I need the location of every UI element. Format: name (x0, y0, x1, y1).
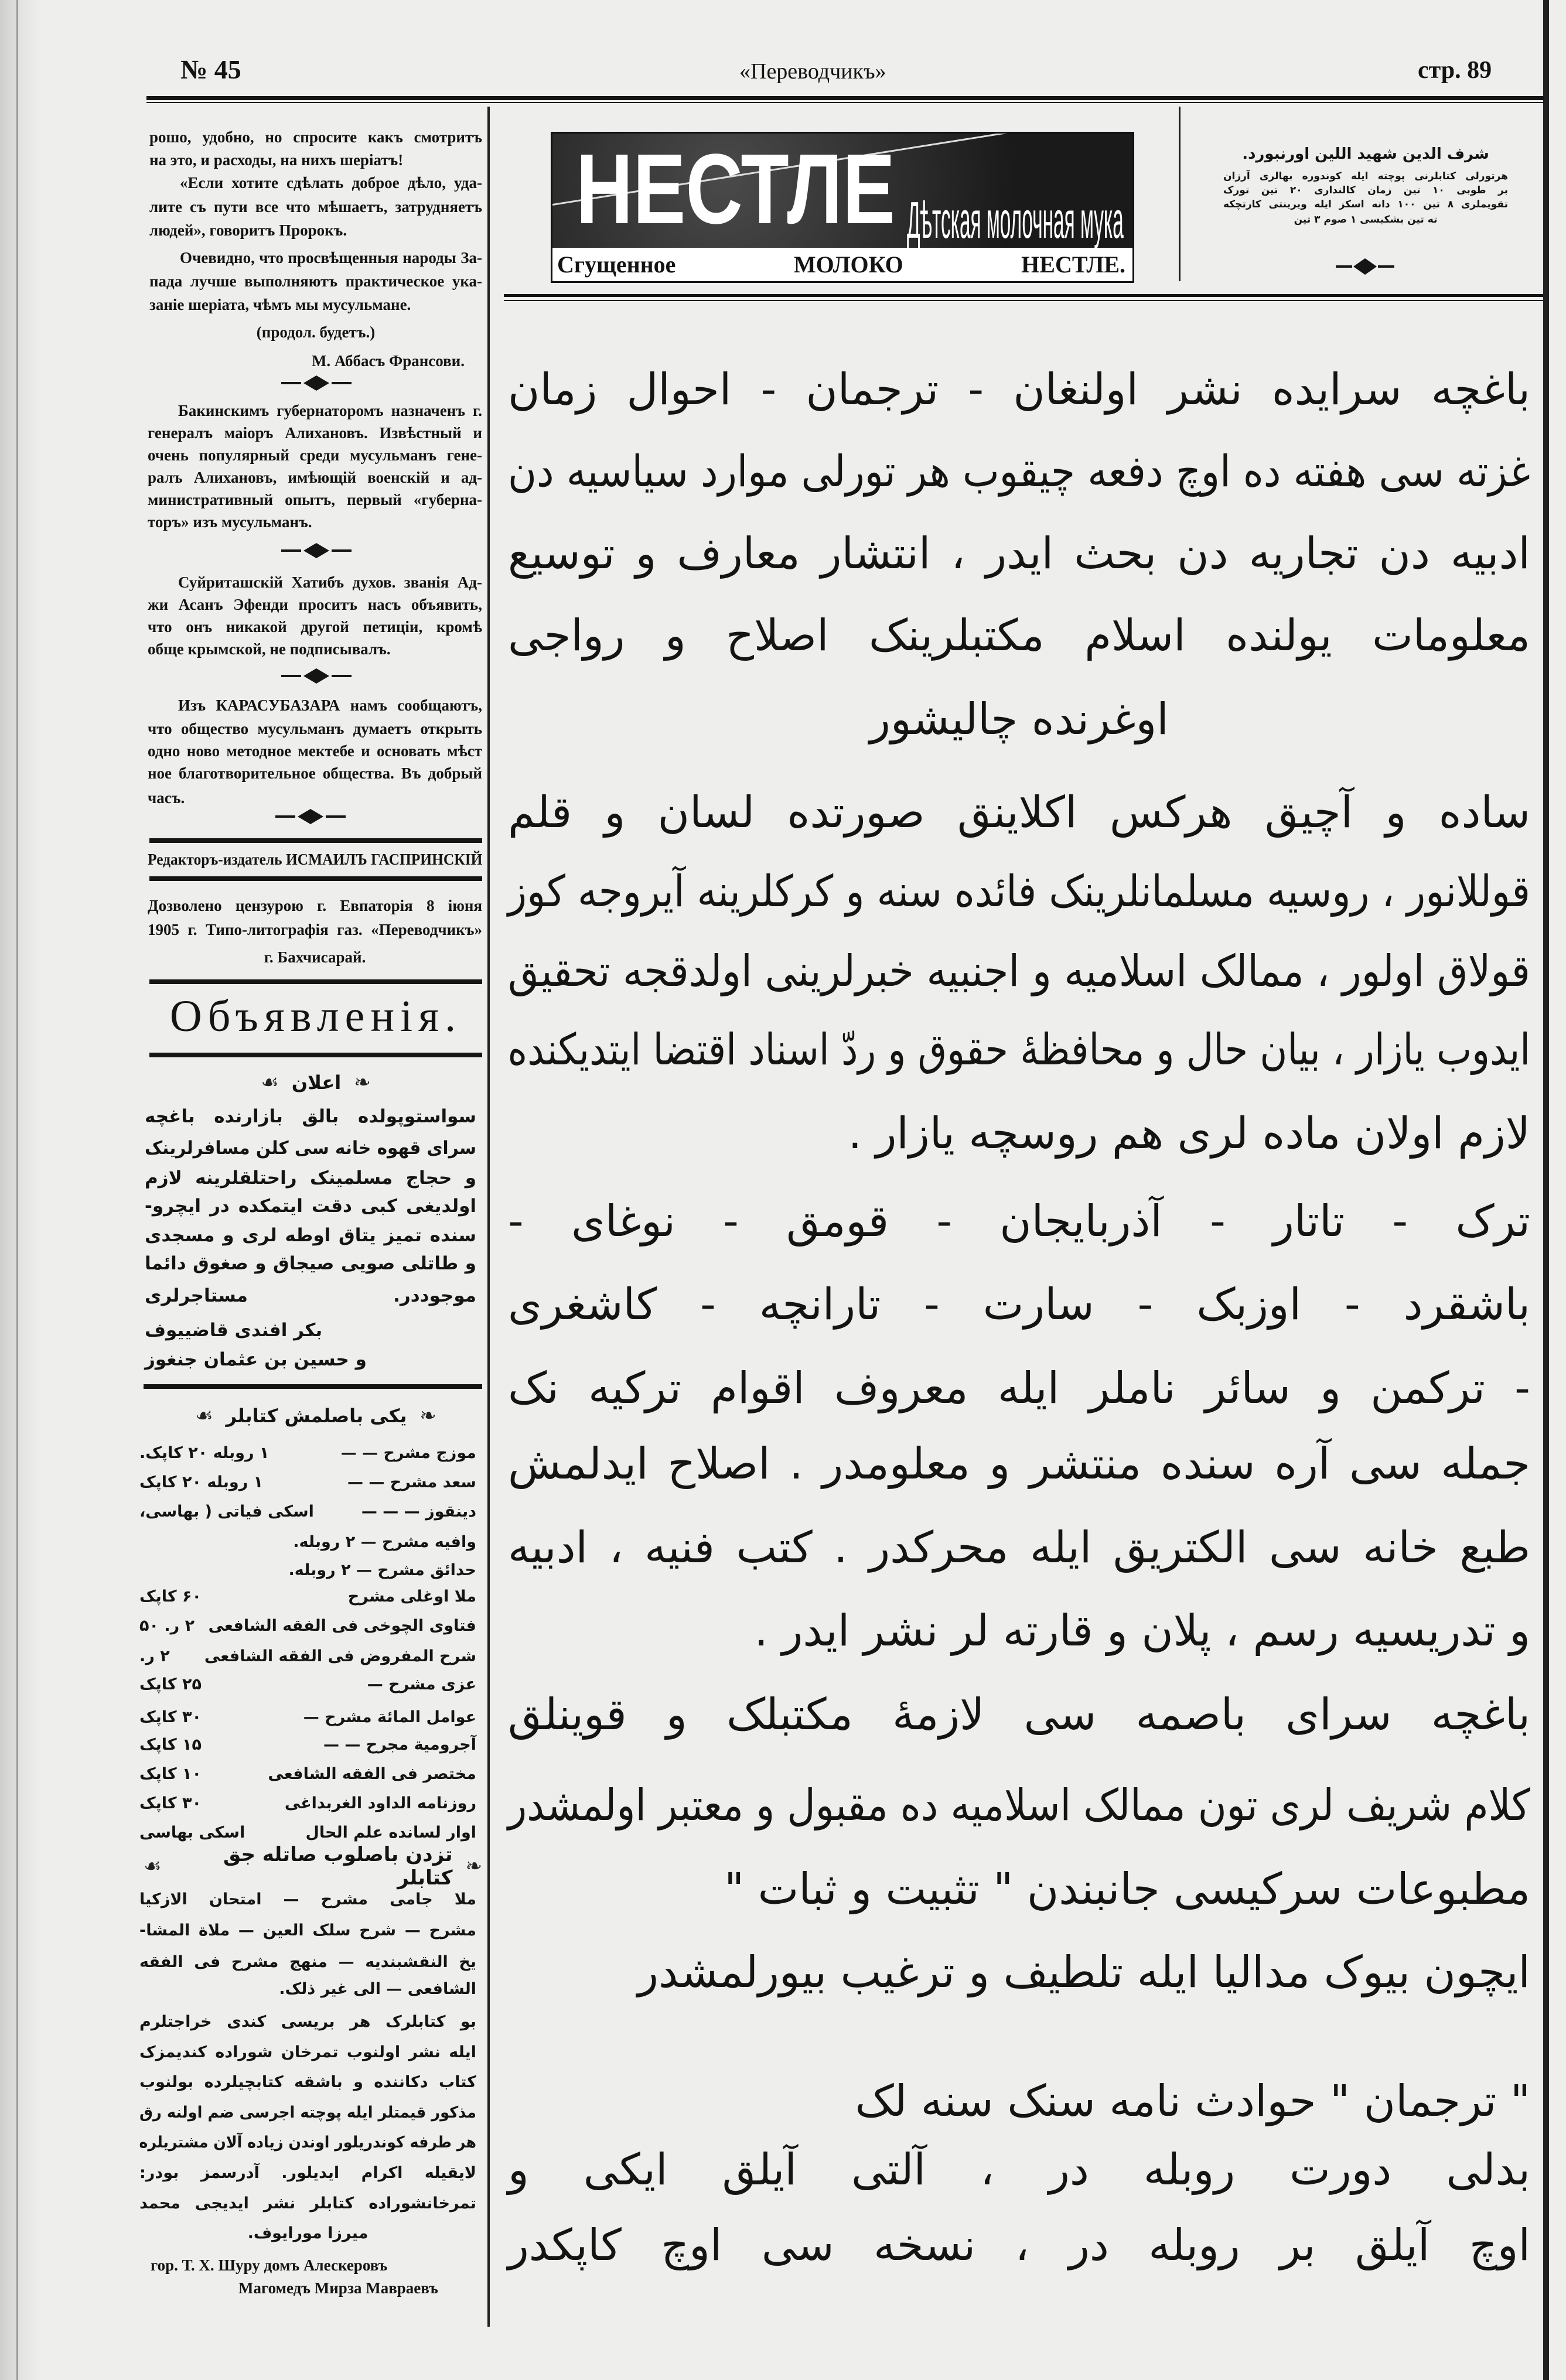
header-rule (146, 96, 1544, 100)
news-khatib-line: что онъ никакой другой петиціи, кромѣ (148, 618, 482, 636)
ad-hotel-heading-text: اعلان (291, 1071, 342, 1094)
diamond-separator-icon (281, 667, 352, 685)
page-binding-margin (0, 0, 41, 2380)
news-baku-line: очень популярный среди мусульманъ гене- (148, 446, 482, 464)
nestle-footer: Сгущенное МОЛОКО НЕСТЛЕ. (557, 251, 1125, 278)
diamond-separator-icon (1330, 258, 1400, 275)
ad-books-heading2-text: تزدن باصلوب صاتله جق کتابلر (223, 1843, 453, 1890)
ad-notice-line: میرزا مورایوف. (247, 2224, 369, 2242)
book-title: اوار لسانده علم الحال (305, 1824, 476, 1842)
terjuman-ad-line: طبع خانه سی الکتریق ایله محرکدر . کتب فنیه ، ادبیه (508, 1522, 1530, 1573)
book-title: ملا اوغلی مشرح (347, 1587, 476, 1606)
newspaper-title: «Переводчикъ» (739, 59, 886, 84)
book-title: عوامل المائة مشرح — (303, 1708, 476, 1726)
news-karasubazar-line: Изъ КАРАСУБАЗАРА намъ сообщаютъ, (178, 696, 482, 714)
news-karasubazar-line: одно ново методное мектебе и основать мѣст (148, 742, 482, 760)
ad-notice-line: هر طرفه کوندریلور اوندن زیاده آلان مشتریلره (139, 2133, 476, 2152)
diamond-separator-icon (281, 374, 352, 392)
article-line: лите съ пути все что мѣшаетъ, затрудняетъ (149, 198, 482, 216)
censor-line: 1905 г. Типо-литографія газ. «Переводчикъ» (148, 921, 482, 938)
book-price: ۱ روبله ۲۰ کاپک (139, 1473, 264, 1491)
ad-notice-line: بو کتابلرک هر بریسی کندی خراجتلرم (139, 2013, 476, 2031)
terjuman-ad-line: کلام شریف لری تون ممالک اسلامیه ده مقبول و معتبر اولمشدر (508, 1780, 1530, 1831)
news-karasubazar-line: часъ. (148, 789, 185, 807)
news-karasubazar-line: что общество мусульманъ думаетъ открыть (148, 720, 482, 737)
book-title: وافیه مشرح — ۲ روبله. (293, 1533, 476, 1551)
ad-hotel-line: و حسین بن عثمان جنغوز (145, 1349, 367, 1370)
terjuman-ad-line: مطبوعات سرکیسی جانبندن " تثبیت و ثبات " (724, 1864, 1530, 1914)
fleuron-ornament-icon: ☙ (144, 1855, 162, 1878)
terjuman-ad-line: باغچه سرای باصمه سی لازمهٔ مکتبلک و قوینلق (508, 1689, 1530, 1740)
issue-number: № 45 (180, 54, 241, 84)
book-price-row (139, 1585, 476, 1609)
nestle-advertisement (551, 132, 1134, 283)
fleuron-ornament-icon: ☙ (261, 1071, 279, 1094)
terjuman-ad-line: " ترجمان " حوادث نامه سنک سنه لک (855, 2076, 1530, 2126)
orenburg-ad-title: شرف الدین شهید اللین اورنبورد. (1242, 145, 1489, 163)
terjuman-ad-line: باشقرد - اوزبک - سارت - تارانچه - کاشغری (508, 1279, 1530, 1330)
section-rule (149, 876, 482, 881)
terjuman-ad-line: و تدریسیه رسم ، پلان و قارته لر نشر ایدر . (754, 1606, 1530, 1656)
news-khatib-line: жи Асанъ Эфенди проситъ насъ объявить, (148, 596, 482, 613)
news-khatib-line: Суйриташскій Хатибъ духов. званія Ад- (178, 573, 482, 591)
diamond-separator-icon (281, 542, 352, 559)
book-price: ۱۰ کاپک (139, 1765, 202, 1783)
terjuman-ad-line: غزته سی هفته ده اوچ دفعه چیقوب هر تورلی موارد سیاسیه دن (508, 446, 1530, 497)
news-baku-line: Бакинскимъ губернаторомъ назначенъ г. (178, 402, 482, 419)
terjuman-ad-line: ایدوب یازار ، بیان حال و محافظهٔ حقوق و ردّ اسناد اقتضا ایتدیکنده (507, 1025, 1531, 1075)
terjuman-ad-line: جمله سی آره سنده منتشر و معلومدر . اصلاح ایدلمش (508, 1439, 1530, 1489)
article-line: на это, и расходы, на нихъ шеріатъ! (149, 151, 404, 169)
terjuman-ad-line: معلومات یولنده اسلام مکتبلرینک اصلاح و رواجی (508, 610, 1530, 661)
ad-hotel-line: و طاتلی صویی صیجاق و صغوق دائما (145, 1253, 476, 1274)
ad-books-heading2 (144, 1843, 482, 1890)
censor-line: Дозволено цензурою г. Евпаторія 8 іюня (148, 897, 482, 914)
fleuron-ornament-icon: ❧ (465, 1855, 482, 1878)
address-line: Магомедъ Мирза Мавраевъ (238, 2279, 438, 2297)
book-price-row (139, 1821, 476, 1845)
book-price-row (139, 1470, 476, 1495)
terjuman-ad-line: لازم اولان ماده لری هم روسچه یازار . (848, 1108, 1530, 1159)
book-price: ۱ روبله ۲۰ کاپک. (139, 1444, 269, 1462)
header-rule-thin (146, 102, 1544, 103)
news-baku-line: торъ» изъ мусульманъ. (148, 513, 312, 531)
news-khatib-line: обще крымской, не подписывалъ. (148, 640, 391, 658)
ad-section-rule (504, 294, 1543, 297)
article-line: М. Аббасъ Франсови. (311, 352, 465, 370)
book-price: اسکی فیاتی ( بهاسی، (139, 1503, 314, 1521)
book-title: آجرومیة مجرح — — (323, 1736, 476, 1754)
book-price-row (139, 1441, 476, 1466)
censor-line: г. Бахчисарай. (264, 948, 366, 966)
book-title: مختصر فی الفقه الشافعی (268, 1765, 476, 1783)
ad-hotel-line: و حجاج مسلمینک راحتلقلرینه لازم (145, 1167, 476, 1189)
section-rule (149, 1053, 482, 1057)
ad-upcoming-line: یخ النقشبندیه — منهج مشرح فی الفقه (139, 1953, 476, 1971)
terjuman-ad-line: ساده و آچیق هرکس اکلاینق صورتده لسان و قلم (508, 787, 1530, 838)
book-price-row (139, 1791, 476, 1816)
nestle-brand: НЕСТЛЕ (576, 134, 895, 245)
fleuron-ornament-icon: ❧ (419, 1404, 436, 1428)
book-price: ۲ ر. (139, 1647, 170, 1665)
article-line: людей», говоритъ Пророкъ. (149, 221, 347, 239)
book-title: روزنامه الداود الغربداغی (284, 1794, 476, 1812)
ad-notice-line: کتاب دکاننده و باشقه کتابچیلرده بولنوب (139, 2073, 476, 2091)
article-line: Очевидно, что просвѣщенныя народы За- (180, 249, 482, 267)
book-price: ۲۵ کاپک (139, 1675, 202, 1693)
book-title: موزج مشرح — — (340, 1444, 476, 1462)
terjuman-ad-line: - ترکمن و سائر ناملر ایله معروف اقوام ترکیه نک (508, 1363, 1530, 1413)
book-price: ۳۰ کاپک (139, 1708, 202, 1726)
page-number: стр. 89 (1418, 57, 1492, 84)
ad-upcoming-line: ملا جامی مشرح — امتحان الازکیا (139, 1890, 476, 1908)
book-price: ۱۵ کاپک (139, 1736, 202, 1754)
news-karasubazar-line: ное благотворительное общества. Въ добрый (148, 764, 482, 782)
orenburg-ad-line: بر طوبی ۱۰ تین زمان کالنداری ۲۰ تین تورک (1223, 184, 1508, 196)
orenburg-ad-line: تقویملری ۸ تین ۱۰۰ دانه اسکز ایله ویرینتی کارتچکه (1223, 198, 1508, 210)
book-price-row (139, 1500, 476, 1524)
terjuman-ad-line: اوغرنده چالیشور (869, 694, 1169, 745)
news-baku-line: ралъ Алихановъ, имѣющій военскій и ад- (148, 469, 482, 486)
terjuman-ad-line: ایچون بیوک مدالیا ایله تلطیف و ترغیب بیورلمشدر (637, 1947, 1530, 1997)
ad-notice-line: ایله نشر اولنوب تمرخان شوراده کندیمزک (139, 2043, 476, 2061)
fleuron-ornament-icon: ☙ (195, 1404, 213, 1428)
ad-hotel-line: سنده تمیز یتاق اوطه لری و مسجدی (145, 1225, 476, 1246)
news-baku-line: генералъ маіоръ Алихановъ. Извѣстный и (148, 424, 482, 442)
terjuman-ad-line: اوچ آیلق بر روبله در ، نسخه سی اوچ کاپکدر (508, 2220, 1530, 2270)
ad-books-heading (149, 1401, 482, 1431)
orenburg-ad-line: هرتورلی کتابلرنی پوچته ایله کوندوره بهالری آرزان (1223, 170, 1508, 182)
ad-upcoming-line: مشرح — شرح سلک العین — ملاة المشا- (139, 1921, 476, 1939)
news-baku-line: министративный опытъ, первый «губерна- (148, 491, 482, 508)
ads-section-title: Объявленія. (169, 991, 462, 1041)
book-title: سعد مشرح — — (347, 1473, 476, 1491)
book-title: دینقوز — — — (361, 1503, 476, 1521)
book-price-row (139, 1672, 476, 1697)
ad-notice-line: تمرخانشوراده کتابلر نشر ایدیجی محمد (139, 2194, 476, 2212)
book-price-row (139, 1733, 476, 1757)
nestle-tagline: Дѣтская молочная мука (907, 191, 1124, 248)
book-price-row (139, 1558, 476, 1583)
ad-hotel-line: اولدیغی کبی دقت ایتمکده در ایچرو- (145, 1196, 476, 1217)
ad-hotel-line: موجوددر. مستاجرلری (145, 1285, 476, 1306)
ad-section-rule-thin (504, 300, 1543, 301)
section-rule (149, 979, 482, 984)
terjuman-ad-line: قولاق اولور ، ممالک اسلامیه و اجنبیه خبرلرینی اولدقجه تحقیق (508, 946, 1530, 996)
book-title: حدائق مشرح — ۲ روبله. (288, 1561, 476, 1579)
book-price: اسکی بهاسی (139, 1824, 245, 1842)
book-title: فتاوی الچوخی فی الفقه الشافعی (208, 1617, 476, 1635)
terjuman-ad-line: بدلی دورت روبله در ، آلتی آیلق ایکی و (508, 2145, 1530, 2195)
ad-hotel-line: سرای قهوه خانه سی کلن مسافرلرینک (144, 1138, 476, 1159)
ad-divider (1179, 107, 1181, 281)
article-line: пада лучше выполняютъ практическое ука- (149, 272, 482, 290)
book-price: ۳۰ کاپک (139, 1794, 202, 1812)
section-rule (149, 838, 482, 843)
ad-hotel-line: سواستوپولده بالق بازارنده باغچه (145, 1106, 476, 1127)
section-rule (144, 1384, 482, 1389)
article-line: (продол. будетъ.) (256, 323, 376, 341)
diamond-separator-icon (275, 808, 346, 825)
book-price: ۶۰ کاپک (139, 1587, 202, 1606)
page-edge (1543, 0, 1549, 2380)
ad-upcoming-line: الشافعی — الی غیر ذلک. (279, 1980, 476, 1998)
terjuman-ad-line: باغچه سرایده نشر اولنغان - ترجمان - احوال زمان (508, 364, 1530, 415)
book-price-row (139, 1762, 476, 1787)
fleuron-ornament-icon: ❧ (354, 1071, 371, 1094)
column-divider (487, 107, 490, 2327)
editor-line: Редакторъ-издатель ИСМАИЛЪ ГАСПРИНСКІЙ (148, 850, 483, 868)
book-price-row (139, 1530, 476, 1555)
ad-hotel-line: بکر افندی قاضییوف (145, 1320, 323, 1341)
terjuman-ad-line: ترک - تاتار - آذربایجان - قومق - نوغای - (508, 1196, 1530, 1247)
article-line: заніе шеріата, чѣмъ мы мусульмане. (149, 296, 411, 313)
book-price-row (139, 1614, 476, 1638)
book-price-row (139, 1705, 476, 1730)
orenburg-ad-line: ته تین بشکیسی ۱ صوم ۳ تین (1294, 213, 1438, 226)
book-price: ۲ ر. ۵۰ (139, 1617, 195, 1635)
book-price-row (139, 1644, 476, 1669)
ad-hotel-heading (149, 1067, 482, 1098)
ad-notice-line: مذکور قیمتلر ایله پوچته اجرسی ضم اولنه رق (139, 2104, 476, 2122)
ad-books-heading-text: یکی باصلمش کتابلر (226, 1405, 407, 1427)
address-line: гор. Т. Х. Шуру домъ Алескеровъ (151, 2256, 388, 2274)
article-line: «Если хотите сдѣлать доброе дѣло, уда- (180, 174, 482, 192)
nestle-ad-banner (552, 134, 1132, 248)
ad-notice-line: لایقیله اکرام ایدیلور. آدرسمز بودر: (139, 2164, 476, 2182)
book-title: شرح المفروض فی الفقه الشافعی (204, 1647, 476, 1665)
article-line: рошо, удобно, но спросите какъ смотритъ (149, 128, 482, 146)
terjuman-ad-line: قوللانور ، روسیه مسلمانلرینک فائده سنه و کرکلرینه آیروجه کوز (508, 866, 1530, 917)
terjuman-ad-line: ادبیه دن تجاریه دن بحث ایدر ، انتشار معارف و توسیع (508, 528, 1530, 579)
book-title: عزی مشرح — (367, 1675, 476, 1693)
